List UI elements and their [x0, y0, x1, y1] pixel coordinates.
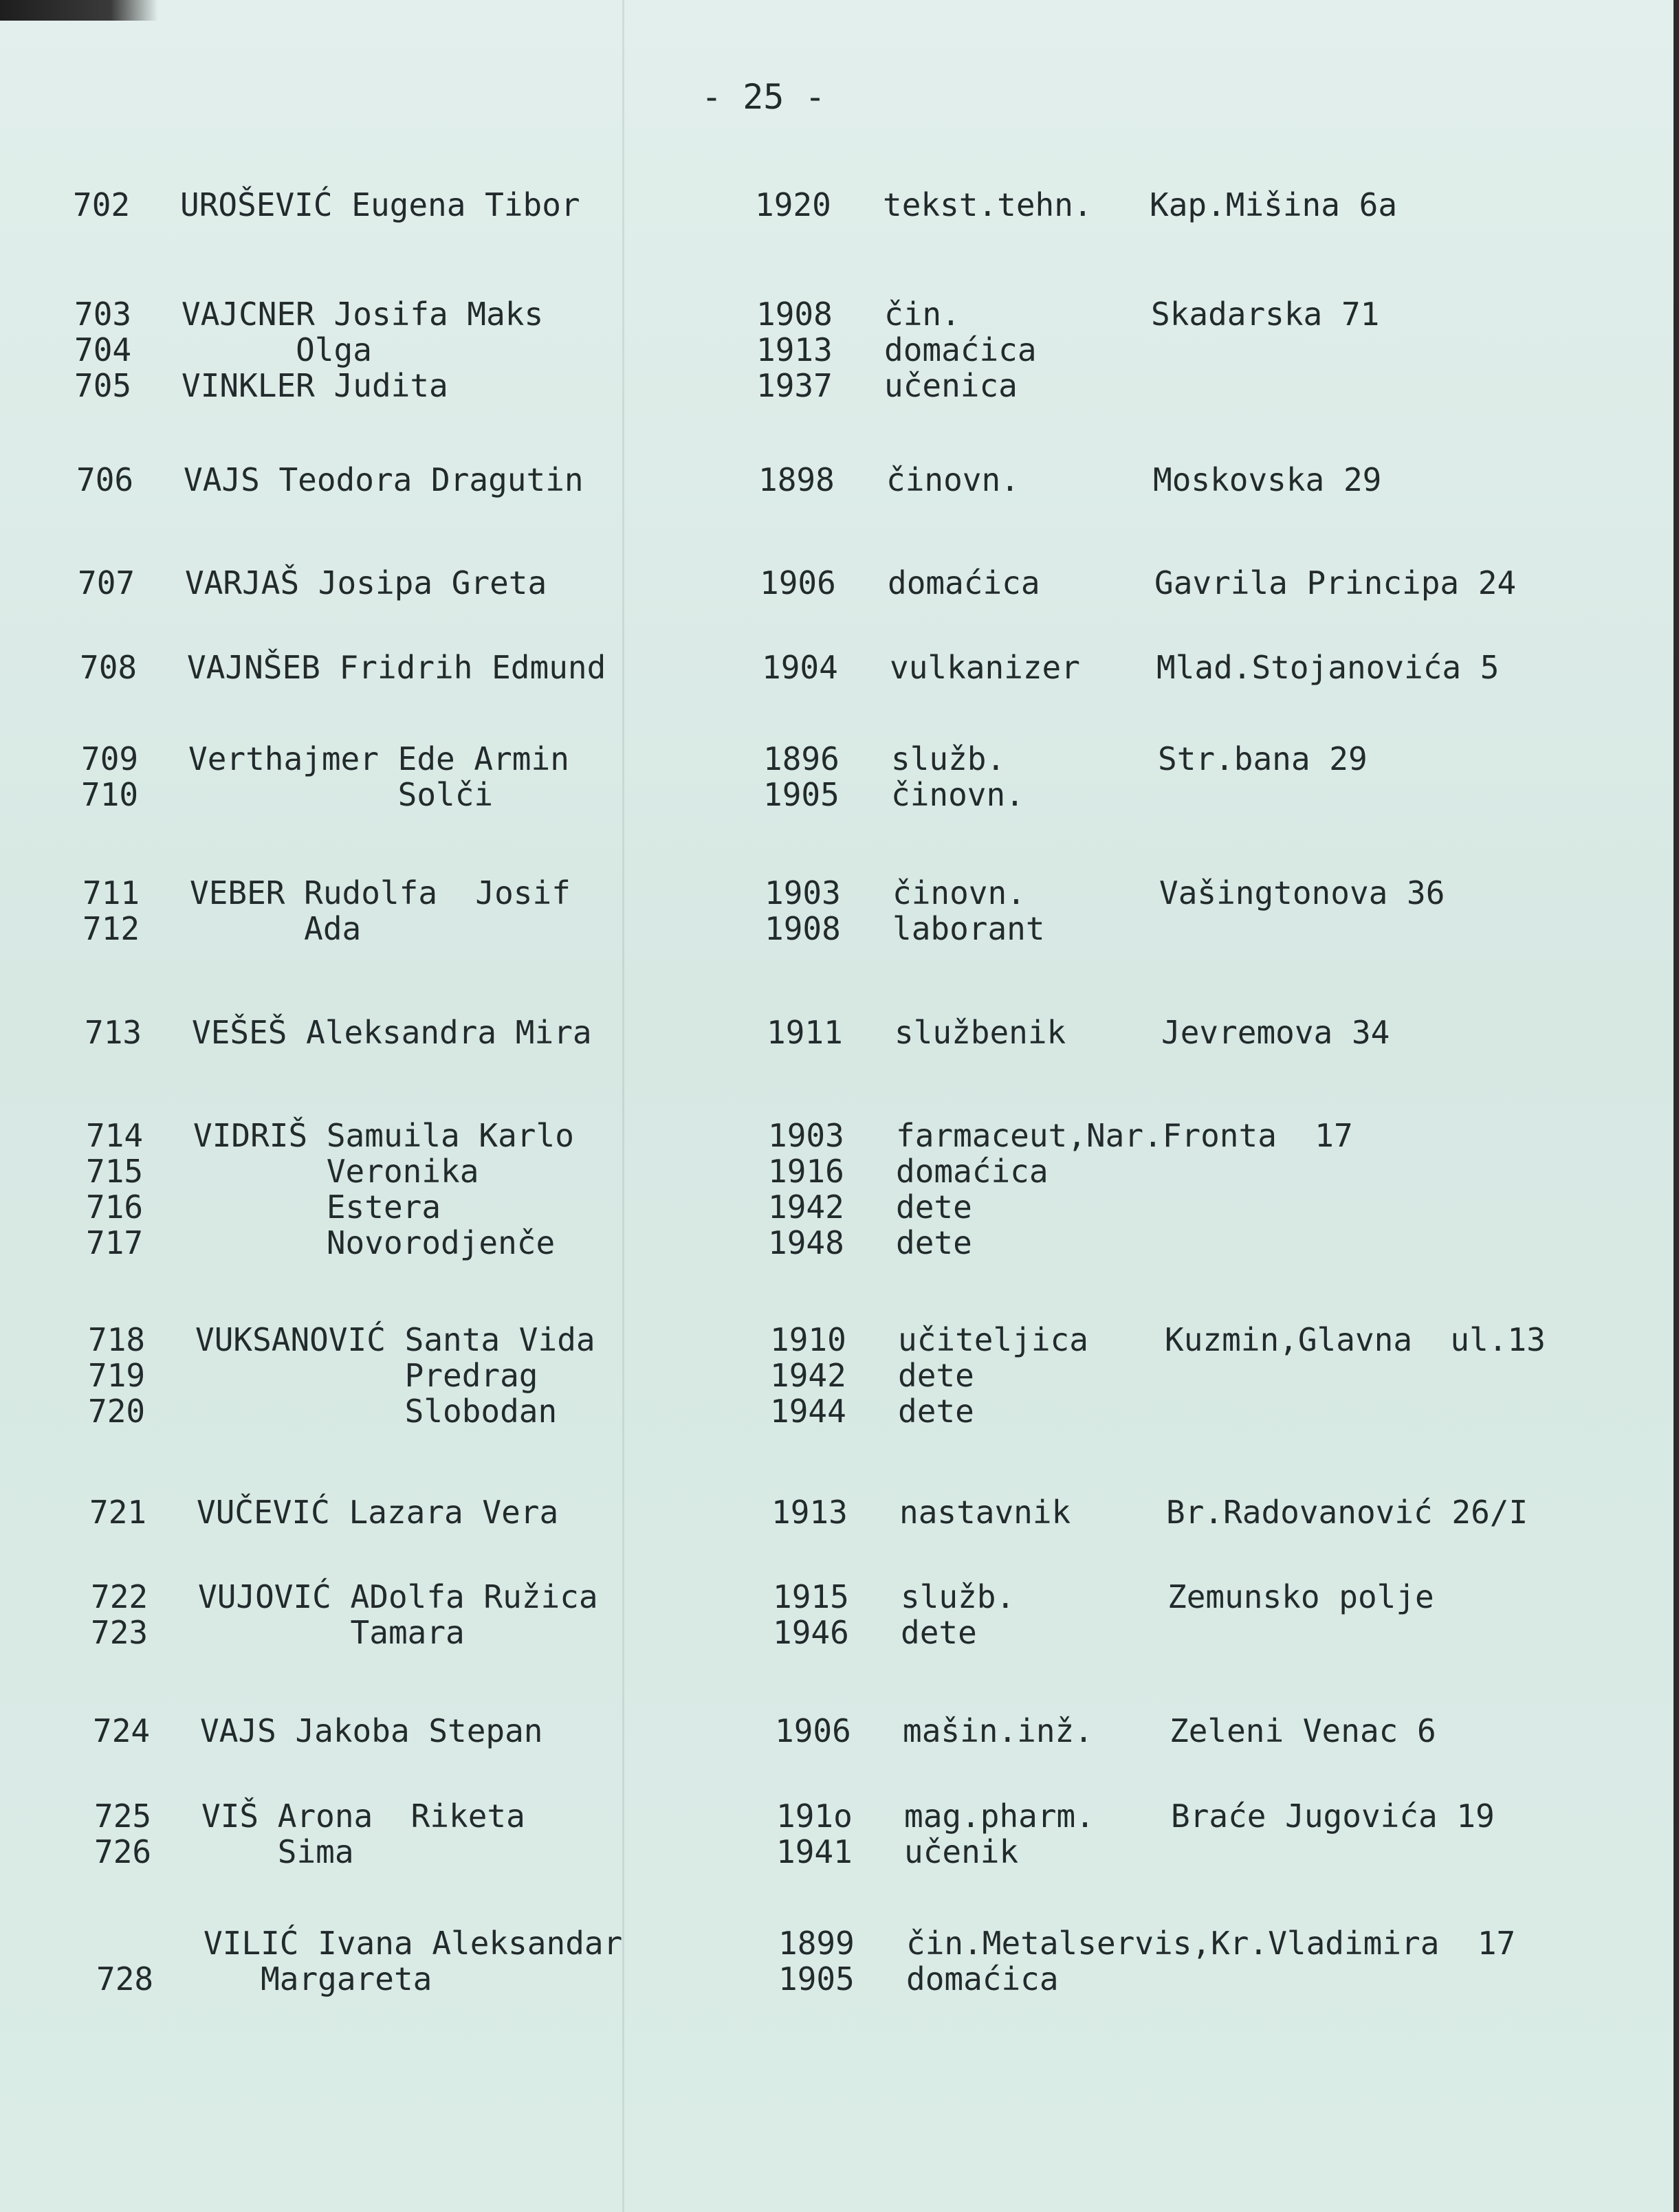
- occupation: služb.: [901, 1578, 1016, 1615]
- register-row: [0, 1961, 1679, 1997]
- person-name: Veronika: [193, 1153, 479, 1190]
- person-name: VILIĆ Ivana Aleksandar: [204, 1925, 623, 1962]
- birth-year: 1903: [765, 874, 841, 911]
- birth-year: 1906: [775, 1712, 851, 1749]
- person-name: VEBER Rudolfa Josif: [190, 874, 571, 911]
- entry-number: 709: [81, 740, 139, 777]
- occupation: domaćica: [888, 564, 1040, 601]
- register-row: [0, 1225, 1679, 1261]
- person-name: VAJCNER Josifa Maks: [182, 296, 544, 333]
- address: Moskovska 29: [1153, 461, 1382, 498]
- occupation: vulkanizer: [890, 649, 1080, 686]
- entry-number: 714: [86, 1117, 144, 1154]
- occupation: tekst.tehn.: [883, 186, 1093, 223]
- person-name: Predrag: [195, 1357, 538, 1394]
- occupation: dete: [898, 1393, 974, 1430]
- birth-year: 1906: [760, 564, 836, 601]
- register-row: [0, 1358, 1679, 1393]
- address: Jevremova 34: [1161, 1014, 1390, 1051]
- register-row: [0, 1615, 1679, 1650]
- birth-year: 1910: [770, 1321, 846, 1358]
- address: Gavrila Principa 24: [1154, 564, 1517, 601]
- entry-number: 710: [81, 776, 139, 813]
- register-row: [0, 650, 1679, 685]
- person-name: VUJOVIĆ ADolfa Ružica: [198, 1578, 598, 1615]
- birth-year: 1903: [768, 1117, 844, 1154]
- person-name: VAJS Teodora Dragutin: [184, 461, 584, 498]
- register-row: [0, 187, 1679, 223]
- occupation: služb.: [891, 740, 1006, 777]
- occupation: laborant: [892, 910, 1045, 947]
- entry-number: 723: [91, 1614, 149, 1651]
- occupation: domaćica: [884, 331, 1037, 368]
- entry-number: 717: [86, 1224, 144, 1261]
- entry-number: 715: [86, 1153, 144, 1190]
- person-name: VIDRIŠ Samuila Karlo: [193, 1117, 574, 1154]
- person-name: VAJS Jakoba Stepan: [200, 1712, 543, 1749]
- entry-number: 722: [91, 1578, 149, 1615]
- entry-number: 724: [93, 1712, 151, 1749]
- entry-number: 711: [83, 874, 140, 911]
- occupation: dete: [901, 1614, 977, 1651]
- birth-year: 1941: [776, 1833, 853, 1870]
- birth-year: 1942: [770, 1357, 846, 1394]
- birth-year: 1911: [767, 1014, 843, 1051]
- register-row: [0, 368, 1679, 403]
- occupation: činovn.: [892, 874, 1026, 911]
- page-number: - 25 -: [701, 77, 826, 117]
- entry-number: 713: [85, 1014, 142, 1051]
- person-name: VUKSANOVIĆ Santa Vida: [195, 1321, 595, 1358]
- address: Braće Jugovića 19: [1171, 1798, 1495, 1835]
- person-name: Solči: [188, 776, 494, 813]
- person-name: Olga: [182, 331, 372, 368]
- entry-number: 718: [88, 1321, 146, 1358]
- entry-number: 703: [74, 296, 132, 333]
- entry-number: 705: [74, 367, 132, 404]
- occupation: čin.: [884, 296, 961, 333]
- register-row: [0, 1494, 1679, 1530]
- person-name: VEŠEŠ Aleksandra Mira: [192, 1014, 592, 1051]
- entry-number: 708: [80, 649, 138, 686]
- birth-year: 1915: [773, 1578, 849, 1615]
- register-row: [0, 911, 1679, 947]
- register-row: [0, 741, 1679, 777]
- occupation: dete: [896, 1224, 972, 1261]
- register-row: [0, 875, 1679, 911]
- birth-year: 1908: [756, 296, 833, 333]
- birth-year: 1948: [768, 1224, 844, 1261]
- register-row: [0, 1393, 1679, 1429]
- birth-year: 1913: [756, 331, 833, 368]
- register-row: [0, 1579, 1679, 1615]
- scan-corner-shadow: [0, 0, 158, 21]
- register-row: [0, 1798, 1679, 1834]
- address: Kap.Mišina 6a: [1150, 186, 1398, 223]
- occupation: službenik: [895, 1014, 1066, 1051]
- register-row: [0, 1925, 1679, 1961]
- entry-number: 721: [89, 1494, 147, 1531]
- occupation: dete: [896, 1188, 972, 1226]
- person-name: Estera: [193, 1188, 441, 1226]
- register-row: [0, 1153, 1679, 1189]
- entry-number: 707: [78, 564, 135, 601]
- entry-number: 726: [94, 1833, 152, 1870]
- occupation: čin.Metalservis,Kr.Vladimira 17: [906, 1925, 1516, 1962]
- address: Br.Radovanović 26/I: [1166, 1494, 1528, 1531]
- birth-year: 1920: [755, 186, 831, 223]
- person-name: Novorodjenče: [193, 1224, 556, 1261]
- register-row: [0, 1015, 1679, 1050]
- occupation: učenica: [884, 367, 1018, 404]
- register-row: [0, 777, 1679, 812]
- address: Zeleni Venac 6: [1170, 1712, 1436, 1749]
- register-row: [0, 332, 1679, 368]
- entry-number: 716: [86, 1188, 144, 1226]
- register-row: [0, 565, 1679, 601]
- person-name: VAJNŠEB Fridrih Edmund: [187, 649, 606, 686]
- address: Mlad.Stojanovića 5: [1156, 649, 1500, 686]
- person-name: VARJAŠ Josipa Greta: [185, 564, 547, 601]
- birth-year: 1905: [778, 1960, 855, 1998]
- person-name: Verthajmer Ede Armin: [188, 740, 569, 777]
- occupation: domaćica: [896, 1153, 1049, 1190]
- birth-year: 1916: [768, 1153, 844, 1190]
- birth-year: 1898: [758, 461, 835, 498]
- birth-year: 1904: [762, 649, 838, 686]
- birth-year: 1899: [778, 1925, 855, 1962]
- address: Skadarska 71: [1151, 296, 1380, 333]
- birth-year: 1944: [770, 1393, 846, 1430]
- occupation: nastavnik: [899, 1494, 1071, 1531]
- entry-number: 712: [83, 910, 140, 947]
- birth-year: 1942: [768, 1188, 844, 1226]
- birth-year: 1896: [763, 740, 840, 777]
- register-row: [0, 1322, 1679, 1358]
- birth-year: 1908: [765, 910, 841, 947]
- birth-year: 1937: [756, 367, 833, 404]
- entry-number: 719: [88, 1357, 146, 1394]
- person-name: VIŠ Arona Riketa: [201, 1798, 525, 1835]
- entry-number: 728: [96, 1960, 154, 1998]
- occupation: mag.pharm.: [904, 1798, 1095, 1835]
- occupation: mašin.inž.: [903, 1712, 1093, 1749]
- occupation: učenik: [904, 1833, 1019, 1870]
- person-name: Tamara: [198, 1614, 465, 1651]
- entry-number: 704: [74, 331, 132, 368]
- person-name: UROŠEVIĆ Eugena Tibor: [180, 186, 580, 223]
- birth-year: 1946: [773, 1614, 849, 1651]
- address: Str.bana 29: [1158, 740, 1368, 777]
- entry-number: 706: [76, 461, 134, 498]
- occupation: domaćica: [906, 1960, 1059, 1998]
- address: Kuzmin,Glavna ul.13: [1165, 1321, 1546, 1358]
- person-name: Ada: [190, 910, 362, 947]
- address: Zemunsko polje: [1167, 1578, 1434, 1615]
- occupation: dete: [898, 1357, 974, 1394]
- register-row: [0, 1834, 1679, 1870]
- register-row: [0, 1713, 1679, 1749]
- birth-year: 1913: [771, 1494, 848, 1531]
- person-name: VUČEVIĆ Lazara Vera: [197, 1494, 559, 1531]
- occupation: učiteljica: [898, 1321, 1088, 1358]
- entry-number: 720: [88, 1393, 146, 1430]
- person-name: Slobodan: [195, 1393, 558, 1430]
- occupation: farmaceut,Nar.Fronta 17: [896, 1117, 1353, 1154]
- person-name: VINKLER Judita: [182, 367, 448, 404]
- entry-number: 702: [73, 186, 131, 223]
- person-name: Margareta: [204, 1960, 432, 1998]
- birth-year: 1905: [763, 776, 840, 813]
- register-row: [0, 1118, 1679, 1153]
- birth-year: 191o: [776, 1798, 853, 1835]
- register-row: [0, 296, 1679, 332]
- occupation: činovn.: [891, 776, 1024, 813]
- entry-number: 725: [94, 1798, 152, 1835]
- occupation: činovn.: [886, 461, 1020, 498]
- register-row: [0, 1189, 1679, 1225]
- register-row: [0, 462, 1679, 498]
- person-name: Sima: [201, 1833, 354, 1870]
- address: Vašingtonova 36: [1159, 874, 1445, 911]
